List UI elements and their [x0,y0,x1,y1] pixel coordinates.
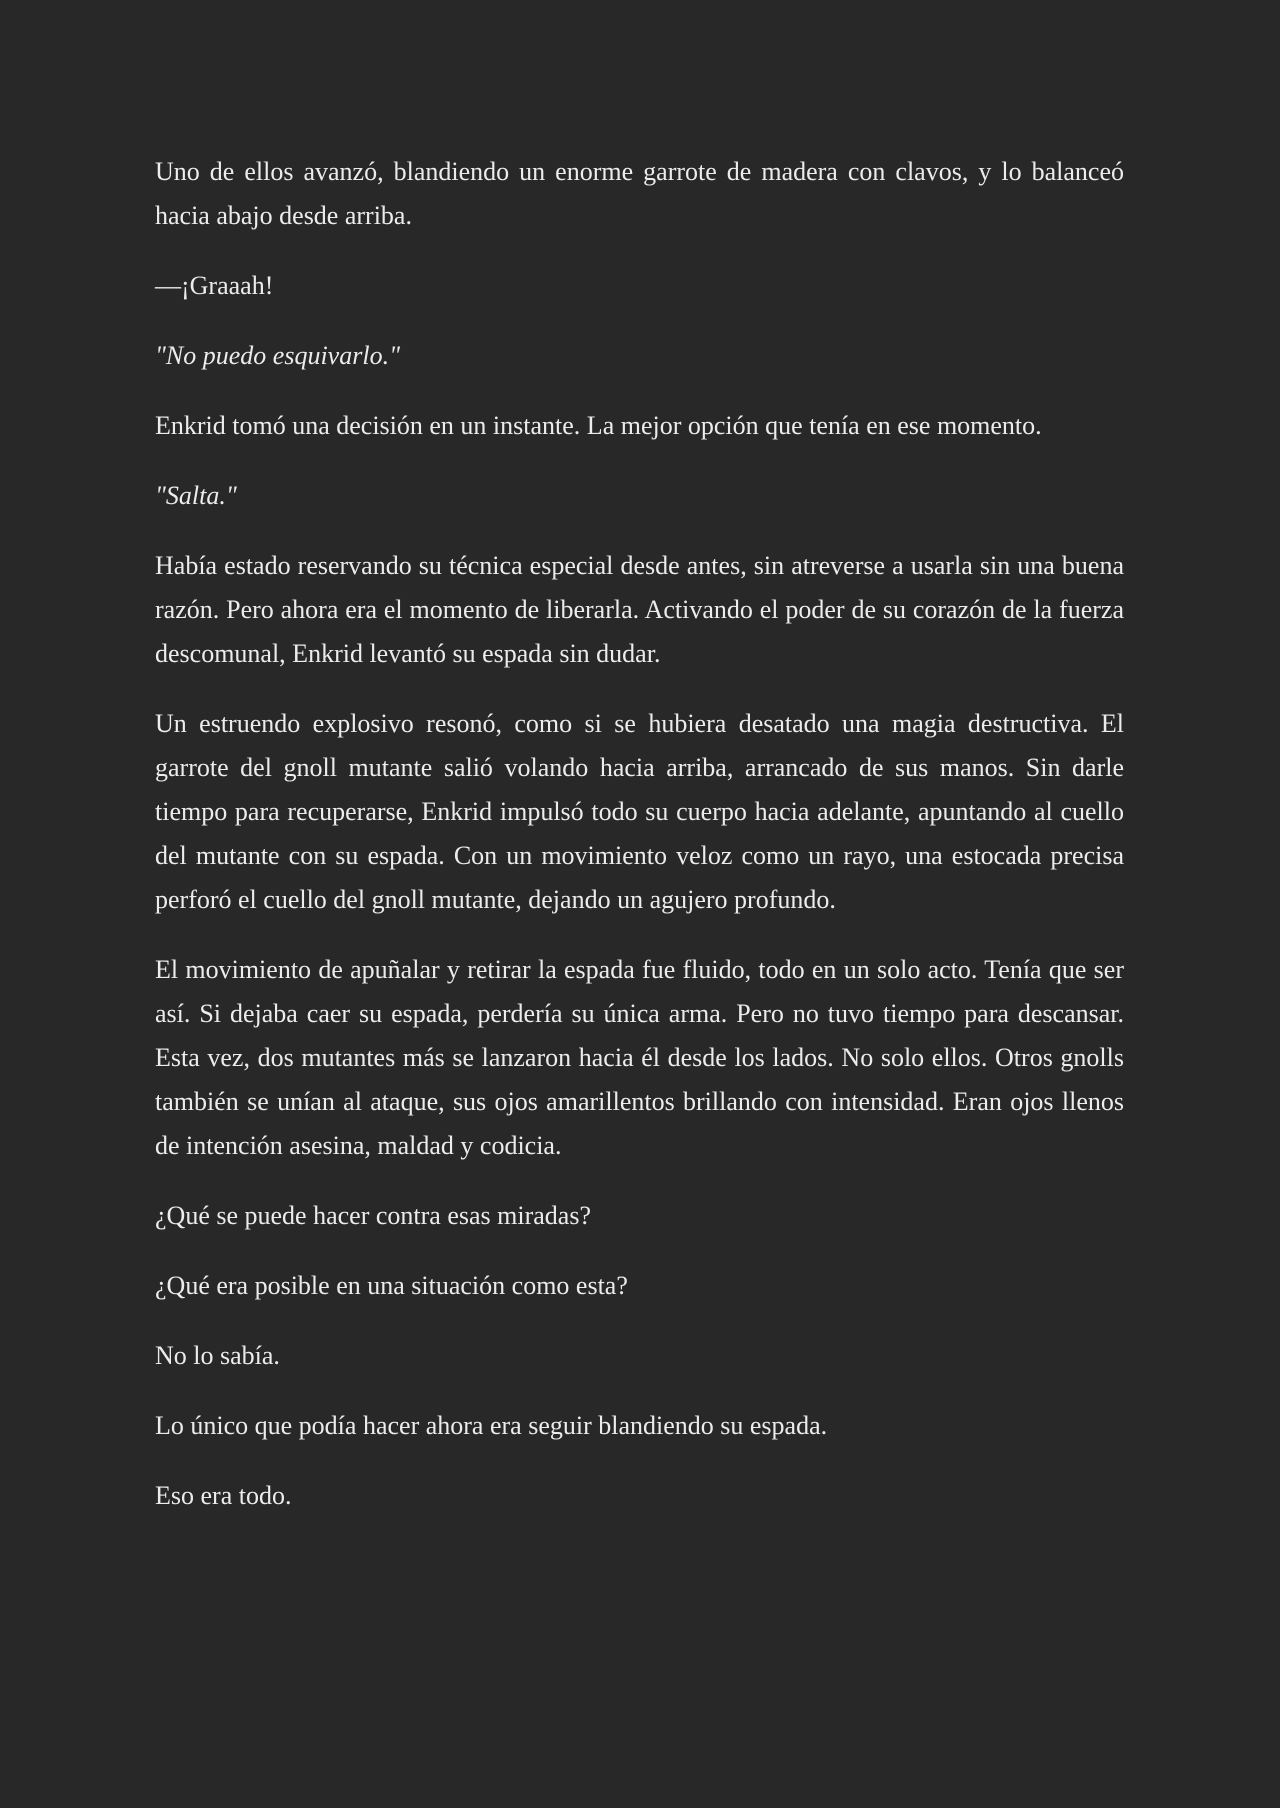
paragraph-4: Enkrid tomó una decisión en un instante. La mejor opción que tenía en ese momento. [155,411,1042,440]
paragraph-3: "No puedo esquivarlo." [155,341,400,370]
paragraph-1: Uno de ellos avanzó, blandiendo un enorme garrote de madera con clavos, y lo balanceó hacia abajo desde arriba. [155,157,1124,230]
chapter-text [155,150,1124,1544]
paragraph-7: Un estruendo explosivo resonó, como si se hubiera desatado una magia destructiva. El garrote del gnoll mutante salió volando hacia arriba, arrancado de sus manos. Sin darle tiempo para recuperarse, Enkrid impulsó todo su cuerpo hacia adelante, apuntando al cuello del mutante con su espada. Con un movimiento veloz como un rayo, una estocada precisa perforó el cuello del gnoll mutante, dejando un agujero profundo. [155,709,1124,914]
paragraph-8: El movimiento de apuñalar y retirar la espada fue fluido, todo en un solo acto. Tenía que ser así. Si dejaba caer su espada, perdería su única arma. Pero no tuvo tiempo para descansar. Esta vez, dos mutantes más se lanzaron hacia él desde los lados. No solo ellos. Otros gnolls también se unían al ataque, sus ojos amarillentos brillando con intensidad. Eran ojos llenos de intención asesina, maldad y codicia. [155,955,1124,1160]
paragraph-10: ¿Qué era posible en una situación como esta? [155,1271,628,1300]
paragraph-2: —¡Graaah! [155,271,274,300]
paragraph-11: No lo sabía. [155,1341,280,1370]
paragraph-9: ¿Qué se puede hacer contra esas miradas? [155,1201,591,1230]
paragraph-6: Había estado reservando su técnica especial desde antes, sin atreverse a usarla sin una buena razón. Pero ahora era el momento de liberarla. Activando el poder de su corazón de la fuerza descomunal, Enkrid levantó su espada sin dudar. [155,551,1124,668]
paragraph-13: Eso era todo. [155,1481,292,1510]
paragraph-5: "Salta." [155,481,237,510]
paragraph-12: Lo único que podía hacer ahora era seguir blandiendo su espada. [155,1411,828,1440]
